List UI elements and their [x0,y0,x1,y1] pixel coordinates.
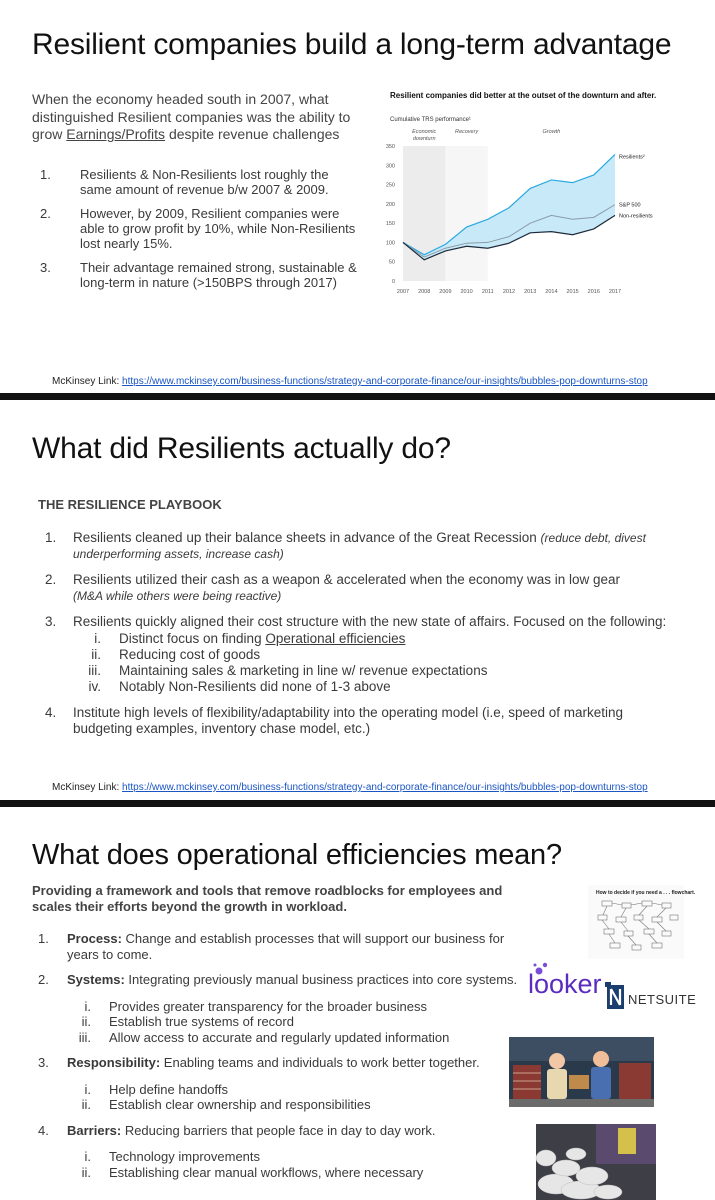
sub-list [73,631,685,695]
slide-title: What did Resilients actually do? [32,432,451,465]
y-tick-label: 250 [385,182,395,189]
sub-list [67,1149,528,1180]
list-item: 3. Responsibility: Enabling teams and individuals to work better together. i. Help define handoffs ii. Establish clear ownership and responsibilities [38,1055,528,1113]
slide-divider [0,393,715,400]
sub-item: ii. Establish true systems of record [81,1014,294,1029]
x-tick-label: 2010 [460,289,473,295]
sub-list [67,999,528,1046]
list-item: 3. Resilients quickly aligned their cost structure with the new state of affairs. Focused on the following: i. Distinct focus on finding Operational efficiencies ii. Reducing cost of goods iii. Maintaining sales & marketing in line w/ revenue expectations iv. Notably Non-Resilients did none of 1-3 above [45,614,685,695]
flowchart-title: How to decide if you need a . . . flowchart. [596,890,696,896]
phase-band-downturn [403,146,445,281]
y-tick-label: 200 [385,201,395,208]
flowchart-thumbnail [588,885,696,959]
sub-item: i. Help define handoffs [84,1081,229,1097]
mckinsey-link-row: McKinsey Link: https://www.mckinsey.com/business-functions/strategy-and-corporate-finance/our-insights/bubbles-pop-downturns-stop [52,376,648,387]
list-item: 1. Resilients & Non-Resilients lost roughly the same amount of revenue b/w 2007 & 2009. [40,167,329,197]
sub-item: iv. Notably Non-Resilients did none of 1-3 above [88,679,391,694]
slide-divider [0,800,715,807]
mckinsey-link[interactable]: https://www.mckinsey.com/business-functions/strategy-and-corporate-finance/our-insights/bubbles-pop-downturns-stop [122,782,648,793]
sub-item: i. Technology improvements [84,1149,261,1164]
slide-title: Resilient companies build a long-term advantage [32,28,672,61]
slide-title: What does operational efficiencies mean? [32,839,562,871]
series-label: S&P 500 [619,202,641,209]
y-tick-label: 50 [388,259,395,266]
phase-label: Economic [412,129,437,135]
x-tick-label: 2009 [439,289,452,295]
y-tick-label: 100 [385,240,395,247]
playbook-heading: THE RESILIENCE PLAYBOOK [38,497,222,512]
slide-3 [0,807,715,1200]
mckinsey-link-row: McKinsey Link: https://www.mckinsey.com/business-functions/strategy-and-corporate-finance/our-insights/bubbles-pop-downturns-stop [52,782,648,793]
list-item: 4. Barriers: Reducing barriers that people face in day to day work. i. Technology improvements ii. Establishing clear manual workflows, where necessary [38,1123,528,1181]
x-tick-label: 2008 [418,289,431,295]
list-item: 4. Institute high levels of flexibility/adaptability into the operating model (i.e, speed of marketing budgeting examples, inventory chase model, etc.) [45,705,624,736]
efficiency-list [38,931,528,1180]
series-label: Non-resilients [619,213,653,220]
y-tick-label: 300 [385,163,395,170]
chart-ylabel: Cumulative TRS performance¹ [390,117,471,123]
list-item: 2. Systems: Integrating previously manual business practices into core systems. i. Provides greater transparency for the broader business ii. Establish true systems of record iii. Allow access to accurate and regularly updated information [38,972,528,1045]
paperwork-pile-image [536,1124,656,1200]
x-tick-label: 2011 [481,289,494,295]
trs-chart [370,86,690,301]
sub-item: i. Distinct focus on finding Operational efficiencies [94,631,406,646]
sub-item: iii. Allow access to accurate and regularly updated information [78,1029,450,1045]
x-tick-label: 2016 [587,289,600,295]
sub-item: ii. Establishing clear manual workflows, where necessary [81,1164,424,1180]
x-tick-label: 2007 [396,289,410,295]
list-item: 1. Resilients cleaned up their balance sheets in advance of the Great Recession (reduce debt, divest underperforming assets, increase cash) [45,530,646,561]
netsuite-wordmark: NETSUITE [628,992,697,1007]
phase-label: Recovery [454,129,479,135]
x-tick-label: 2013 [524,289,537,295]
x-tick-label: 2014 [545,289,558,295]
list-item: 1. Process: Change and establish processes that will support our business for years to come. [38,931,505,962]
playbook-list [45,530,685,737]
mckinsey-link[interactable]: https://www.mckinsey.com/business-functions/strategy-and-corporate-finance/our-insights/bubbles-pop-downturns-stop [122,376,648,387]
slide-2 [0,400,715,800]
phase-band-recovery [445,146,487,281]
series-label: Resilients² [619,154,645,161]
list-item: 3. Their advantage remained strong, sustainable & long-term in nature (>150BPS through 2017) [40,260,357,290]
looker-logo [528,961,606,1001]
earnings-link[interactable]: Earnings/Profits [66,126,166,142]
operational-efficiencies-link[interactable]: Operational efficiencies [265,631,406,646]
list-item: 2. Resilients utilized their cash as a weapon & accelerated when the economy was in low gear (M&A while others were being reactive) [45,572,621,603]
sub-item: ii. Reducing cost of goods [91,647,261,662]
sub-item: ii. Establish clear ownership and responsibilities [81,1097,371,1112]
x-tick-label: 2017 [608,289,622,295]
intro-paragraph: When the economy headed south in 2007, what distinguished Resilient companies was the ability to grow Earnings/Profits despite revenue challenges [32,91,351,142]
y-tick-label: 350 [385,144,395,150]
netsuite-logo [605,982,700,1012]
y-tick-label: 150 [385,221,395,228]
list-item: 2. However, by 2009, Resilient companies were able to grow profit by 10%, while Non-Resilients lost nearly 15%. [40,206,356,251]
y-tick-label: 0 [391,279,395,285]
sub-list [67,1082,528,1113]
framework-heading: Providing a framework and tools that remove roadblocks for employees and scales their efforts beyond the growth in workload. [32,883,503,914]
chart-title: Resilient companies did better at the outset of the downturn and after. [390,91,657,100]
x-tick-label: 2012 [502,289,516,295]
findings-list [40,167,360,290]
x-tick-label: 2015 [566,289,579,295]
phase-label: downturn [412,136,436,142]
handoff-illustration [509,1037,654,1107]
looker-wordmark: looker [528,969,602,999]
sub-item: iii. Maintaining sales & marketing in line w/ revenue expectations [88,663,488,678]
sub-item: i. Provides greater transparency for the broader business [84,998,427,1014]
slide-1 [0,0,715,393]
phase-label: Growth [542,129,561,135]
